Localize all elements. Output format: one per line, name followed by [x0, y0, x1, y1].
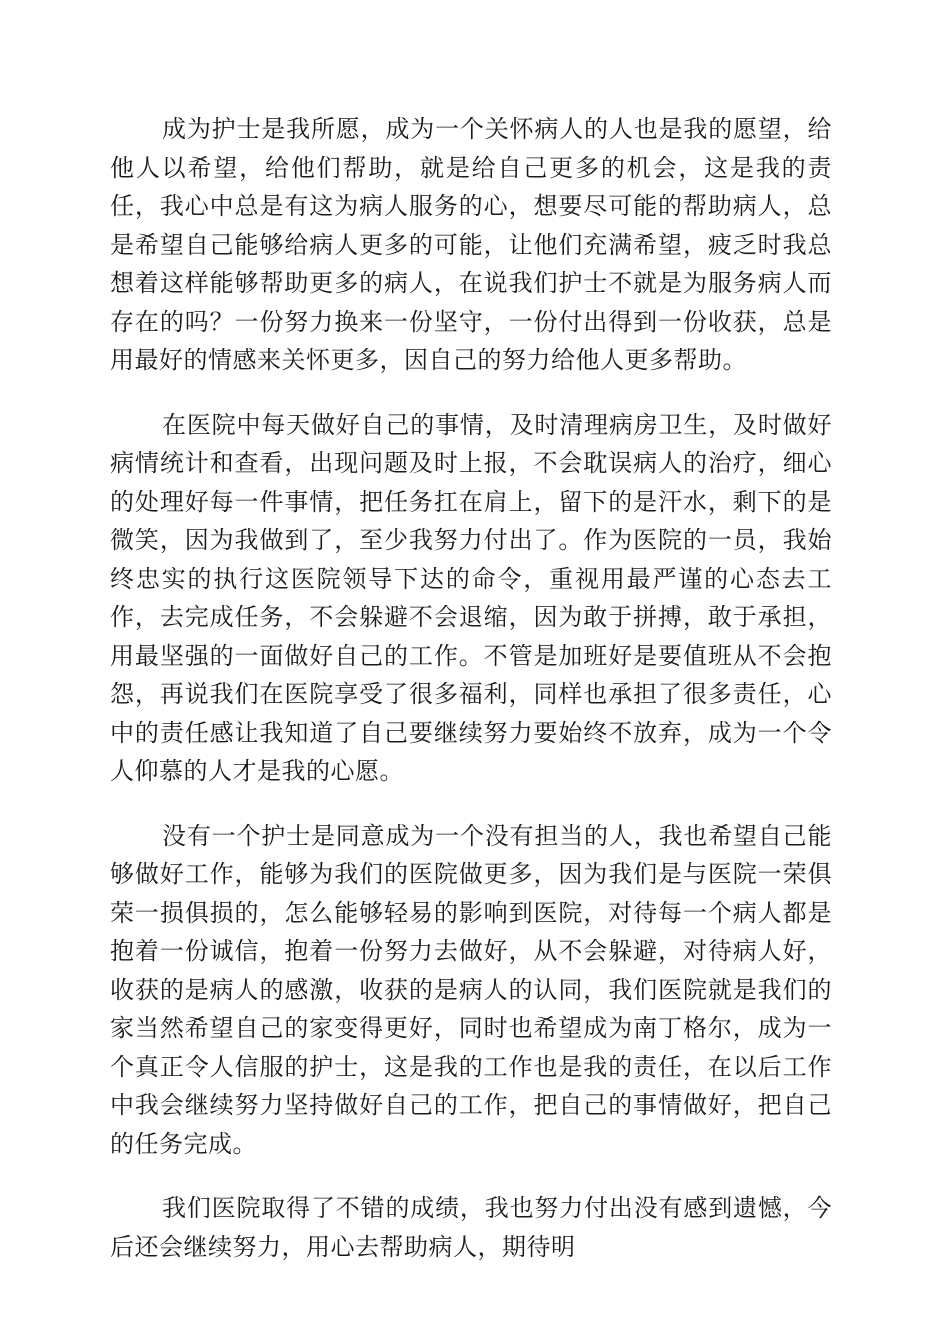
paragraph-1: 成为护士是我所愿，成为一个关怀病人的人也是我的愿望，给他人以希望，给他们帮助，就是给自己更多的机会，这是我的责任，我心中总是有这为病人服务的心，想要尽可能的帮助病人，总是希望自己能够给病人更多的可能，让他们充满希望，疲乏时我总想着这样能够帮助更多的病人，在说我们护士不就是为服务病人而存在的吗？一份努力换来一份坚守，一份付出得到一份收获，总是用最好的情感来关怀更多，因自己的努力给他人更多帮助。 [110, 115, 832, 374]
paragraph-2: 在医院中每天做好自己的事情，及时清理病房卫生，及时做好病情统计和查看，出现问题及时上报，不会耽误病人的治疗，细心的处理好每一件事情，把任务扛在肩上，留下的是汗水，剩下的是微笑，因为我做到了，至少我努力付出了。作为医院的一员，我始终忠实的执行这医院领导下达的命令，重视用最严谨的心态去工作，去完成任务，不会躲避不会退缩，因为敢于拼搏，敢于承担，用最坚强的一面做好自己的工作。不管是加班好是要值班从不会抱怨，再说我们在医院享受了很多福利，同样也承担了很多责任，心中的责任感让我知道了自己要继续努力要始终不放弃，成为一个令人仰慕的人才是我的心愿。 [110, 410, 832, 785]
paragraph-4: 我们医院取得了不错的成绩，我也努力付出没有感到遗憾，今后还会继续努力，用心去帮助病人，期待明 [110, 1194, 832, 1261]
paragraph-3: 没有一个护士是同意成为一个没有担当的人，我也希望自己能够做好工作，能够为我们的医院做更多，因为我们是与医院一荣俱荣一损俱损的，怎么能够轻易的影响到医院，对待每一个病人都是抱着一份诚信，抱着一份努力去做好，从不会躲避，对待病人好，收获的是病人的感激，收获的是病人的认同，我们医院就是我们的家当然希望自己的家变得更好，同时也希望成为南丁格尔，成为一个真正令人信服的护士，这是我的工作也是我的责任，在以后工作中我会继续努力坚持做好自己的工作，把自己的事情做好，把自己的任务完成。 [110, 821, 832, 1158]
document-body [110, 110, 832, 1292]
